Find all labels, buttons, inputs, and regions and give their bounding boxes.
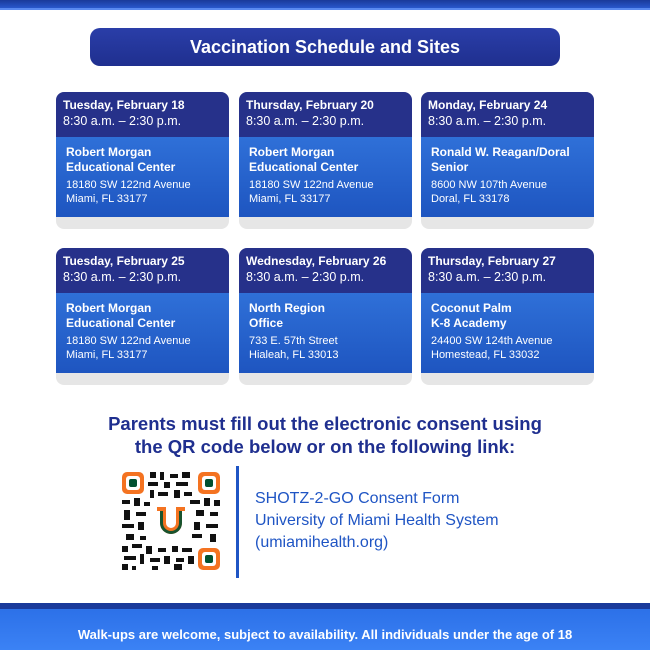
card-date: Monday, February 24 — [428, 98, 548, 112]
address-street: 18180 SW 122nd Avenue — [249, 179, 374, 191]
address-city: Miami, FL 33177 — [66, 193, 148, 205]
card-header — [56, 92, 229, 137]
card-time: 8:30 a.m. – 2:30 p.m. — [246, 270, 365, 284]
schedule-card — [239, 92, 412, 229]
website-url-link[interactable]: (umiamihealth.org) — [255, 534, 389, 551]
consent-line-1: Parents must fill out the electronic consent using — [108, 413, 542, 434]
consent-instructions — [0, 412, 650, 458]
card-date: Thursday, February 20 — [246, 98, 374, 112]
card-body — [421, 137, 594, 217]
card-time: 8:30 a.m. – 2:30 p.m. — [63, 270, 182, 284]
schedule-card — [56, 248, 229, 385]
address-city: Doral, FL 33178 — [431, 193, 510, 205]
card-date: Tuesday, February 18 — [63, 98, 185, 112]
site-address — [431, 178, 585, 206]
card-header — [239, 248, 412, 293]
site-name-line2: Office — [249, 316, 284, 330]
site-address — [249, 334, 403, 362]
site-address — [249, 178, 403, 206]
university-logo-icon — [153, 503, 189, 539]
site-name-line2: Educational Center — [66, 160, 176, 174]
address-city: Hialeah, FL 33013 — [249, 349, 339, 361]
divider — [236, 466, 239, 578]
top-stripe — [0, 0, 650, 10]
site-name-line1: North Region — [249, 301, 325, 315]
card-time: 8:30 a.m. – 2:30 p.m. — [428, 114, 547, 128]
card-time: 8:30 a.m. – 2:30 p.m. — [63, 114, 182, 128]
schedule-card — [421, 248, 594, 385]
card-body — [56, 293, 229, 373]
qr-code[interactable] — [120, 470, 222, 572]
card-date: Thursday, February 27 — [428, 254, 556, 268]
address-street: 8600 NW 107th Avenue — [431, 179, 547, 191]
health-system-link[interactable]: University of Miami Health System — [255, 512, 499, 529]
address-city: Homestead, FL 33032 — [431, 349, 540, 361]
card-body — [239, 293, 412, 373]
schedule-card — [56, 92, 229, 229]
address-street: 18180 SW 122nd Avenue — [66, 179, 191, 191]
card-date: Tuesday, February 25 — [63, 254, 185, 268]
card-date: Wednesday, February 26 — [246, 254, 387, 268]
site-address — [66, 334, 220, 362]
site-name-line1: Coconut Palm — [431, 301, 512, 315]
card-body — [56, 137, 229, 217]
card-body — [239, 137, 412, 217]
schedule-card — [239, 248, 412, 385]
card-header — [56, 248, 229, 293]
site-name-line2: Educational Center — [66, 316, 176, 330]
address-street: 733 E. 57th Street — [249, 335, 338, 347]
page-title: Vaccination Schedule and Sites — [90, 28, 560, 66]
site-name-line2: K-8 Academy — [431, 316, 507, 330]
site-name-line1: Robert Morgan — [66, 145, 152, 159]
qr-finder-bottom-right — [198, 548, 220, 570]
site-name-line1: Robert Morgan — [66, 301, 152, 315]
address-street: 24400 SW 124th Avenue — [431, 335, 553, 347]
card-header — [421, 92, 594, 137]
site-address — [431, 334, 585, 362]
card-time: 8:30 a.m. – 2:30 p.m. — [246, 114, 365, 128]
card-header — [421, 248, 594, 293]
site-address — [66, 178, 220, 206]
footer-notice: Walk-ups are welcome, subject to availability. All individuals under the age of 18 — [77, 627, 573, 642]
site-name-line2: Educational Center — [249, 160, 359, 174]
card-time: 8:30 a.m. – 2:30 p.m. — [428, 270, 547, 284]
consent-link-block — [255, 488, 499, 554]
consent-form-link[interactable]: SHOTZ-2-GO Consent Form — [255, 490, 460, 507]
site-name-line1: Robert Morgan — [249, 145, 335, 159]
schedule-card — [421, 92, 594, 229]
address-street: 18180 SW 122nd Avenue — [66, 335, 191, 347]
address-city: Miami, FL 33177 — [249, 193, 331, 205]
site-name-line2: Senior — [431, 160, 469, 174]
address-city: Miami, FL 33177 — [66, 349, 148, 361]
qr-finder-top-left — [122, 472, 144, 494]
card-header — [239, 92, 412, 137]
footer-band — [0, 603, 650, 650]
consent-line-2: the QR code below or on the following link: — [134, 436, 516, 457]
card-body — [421, 293, 594, 373]
qr-finder-top-right — [198, 472, 220, 494]
site-name-line1: Ronald W. Reagan/Doral — [431, 145, 570, 159]
